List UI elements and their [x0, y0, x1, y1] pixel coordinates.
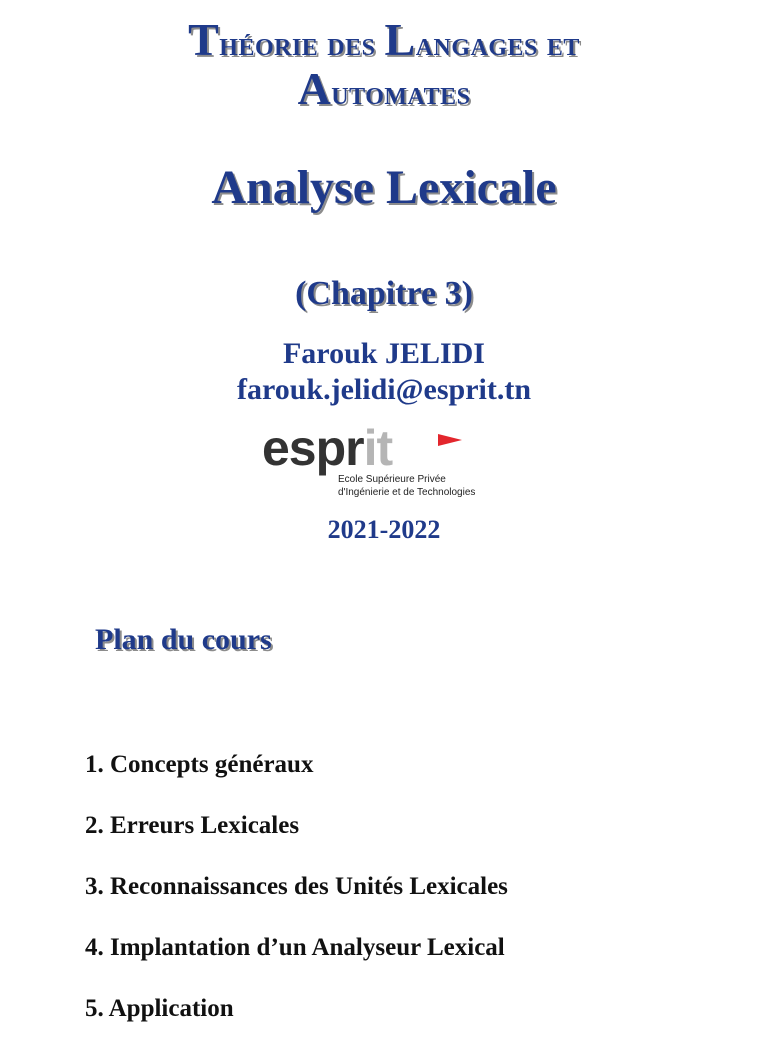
author-email: farouk.jelidi@esprit.tn [236, 373, 532, 406]
logo-word-dark: espr [262, 420, 364, 476]
flag-icon [438, 434, 462, 446]
course-title-initial-t: T [188, 14, 220, 65]
plan-item: 5. Application [85, 995, 234, 1022]
course-title-word-automates: utomates [331, 75, 471, 112]
course-title [0, 14, 768, 116]
plan-item: 4. Implantation d’un Analyseur Lexical [85, 934, 505, 961]
plan-item: 3. Reconnaissances des Unités Lexicales [85, 873, 508, 900]
course-title-word-theorie: héorie des [219, 26, 385, 63]
academic-year: 2021-2022 [327, 515, 441, 544]
author-name: Farouk JELIDI [282, 337, 485, 370]
plan-slide [0, 560, 768, 1024]
chapter-number: (Chapitre 3) [295, 275, 473, 312]
plan-item: 2. Erreurs Lexicales [85, 812, 300, 839]
chapter-title: Analyse Lexicale [211, 161, 557, 214]
course-title-word-langages: angages et [415, 26, 580, 63]
logo-subtitle-line2: d'Ingénierie et de Technologies [338, 487, 476, 498]
course-title-initial-l: L [384, 14, 416, 65]
logo-subtitle-line1: Ecole Supérieure Privée [338, 474, 446, 485]
plan-item: 1. Concepts généraux [85, 751, 314, 778]
course-title-initial-a: A [297, 63, 332, 114]
esprit-logo [262, 420, 512, 504]
logo-word-light: it [363, 420, 393, 476]
logo-wordmark [262, 420, 392, 476]
plan-list [85, 750, 508, 1055]
plan-title: Plan du cours [95, 623, 272, 656]
